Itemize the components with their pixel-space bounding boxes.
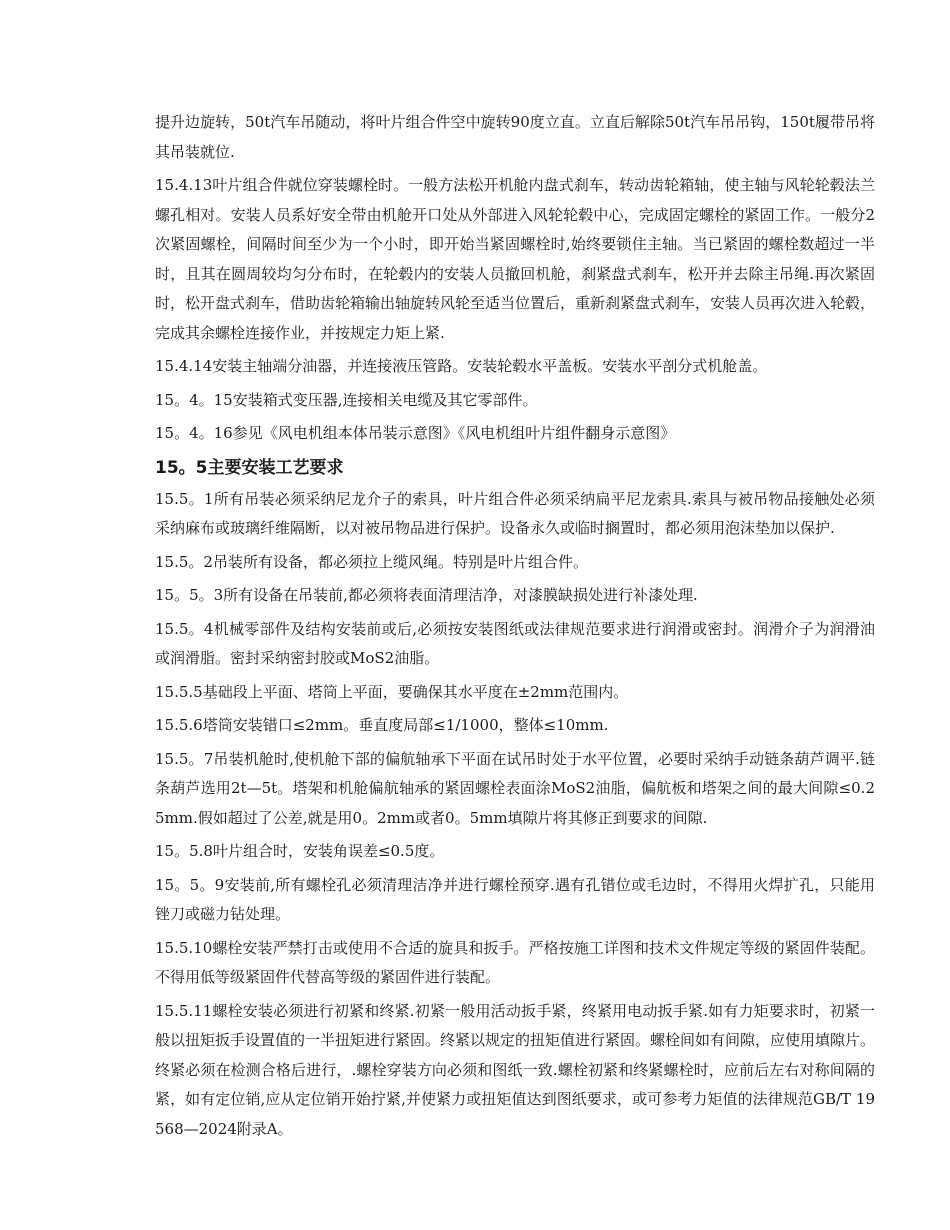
paragraph-15-5-7: 15.5。7吊装机舱时,使机舱下部的偏航轴承下平面在试吊时处于水平位置，必要时采纳手动链条葫芦调平.链条葫芦选用2t—5t。塔架和机舱偏航轴承的紧固螺栓表面涂MoS2油脂，偏航板和塔架之间的最大间隙≤0.25mm.假如超过了公差,就是用0。2mm或者0。5mm填隙片将其修正到要求的间隙. (155, 749, 875, 827)
paragraph-15-5-6: 15.5.6塔筒安装错口≤2mm。垂直度局部≤1/1000，整体≤10mm. (155, 716, 609, 734)
paragraph-15-4-13: 15.4.13叶片组合件就位穿装螺栓时。一般方法松开机舱内盘式刹车，转动齿轮箱轴，使主轴与风轮轮毂法兰螺孔相对。安装人员系好安全带由机舱开口处从外部进入风轮轮毂中心，完成固定螺栓的紧固工作。一般分2次紧固螺栓，间隔时间至少为一个小时，即开始当紧固螺栓时,始终要锁住主轴。当已紧固的螺栓数超过一半时，且其在圆周较均匀分布时，在轮毂内的安装人员撤回机舱，刹紧盘式刹车，松开并去除主吊绳.再次紧固时，松开盘式刹车，借助齿轮箱输出轴旋转风轮至适当位置后，重新刹紧盘式刹车，安装人员再次进入轮毂，完成其余螺栓连接作业，并按规定力矩上紧. (155, 176, 876, 342)
paragraph-15-5-5: 15.5.5基础段上平面、塔筒上平面，要确保其水平度在±2mm范围内。 (155, 682, 629, 701)
paragraph-15-5-10: 15.5.10螺栓安装严禁打击或使用不合适的旋具和扳手。严格按施工详图和技术文件规定等级的紧固件装配。不得用低等级紧固件代替高等级的紧固件进行装配。 (155, 938, 875, 986)
document-page (155, 108, 875, 1148)
paragraph-15-5-1: 15.5。1所有吊装必须采纳尼龙介子的索具，叶片组合件必须采纳扁平尼龙索具.索具与被吊物品接触处必须采纳麻布或玻璃纤维隔断，以对被吊物品进行保护。设备永久或临时搁置时，都必须用泡沫垫加以保护. (155, 489, 875, 537)
paragraph-15-5-9: 15。5。9安装前,所有螺栓孔必须清理洁净并进行螺栓预穿.遇有孔错位或毛边时，不得用火焊扩孔，只能用锉刀或磁力钻处理。 (155, 875, 875, 923)
paragraph-15-4-16: 15。4。16参见《风电机组本体吊装示意图》《风电机组叶片组件翻身示意图》 (155, 424, 676, 442)
paragraph-15-5-4: 15.5。4机械零部件及结构安装前或后,必须按安装图纸或法律规范要求进行润滑或密封。润滑介子为润滑油或润滑脂。密封采纳密封胶或MoS2油脂。 (155, 619, 875, 667)
paragraph-15-5-3: 15。5。3所有设备在吊装前,都必须将表面清理洁净，对漆膜缺损处进行补漆处理. (155, 586, 698, 604)
paragraph-15-4-14: 15.4.14安装主轴端分油器，并连接液压管路。安装轮毂水平盖板。安装水平剖分式机舱盖。 (155, 357, 768, 375)
paragraph-15-4-15: 15。4。15安装箱式变压器,连接相关电缆及其它零部件。 (155, 390, 538, 409)
paragraph-15-5-2: 15.5。2吊装所有设备，都必须拉上缆风绳。特别是叶片组合件。 (155, 552, 588, 571)
paragraph-15-5-8: 15。5.8叶片组合时，安装角误差≤0.5度。 (155, 842, 445, 860)
section-heading-15-5: 15。5主要安装工艺要求 (155, 457, 344, 478)
paragraph-15-5-11: 15.5.11螺栓安装必须进行初紧和终紧.初紧一般用活动扳手紧，终紧用电动扳手紧.如有力矩要求时，初紧一般以扭矩扳手设置值的一半扭矩进行紧固。终紧以规定的扭矩值进行紧固。螺栓间如有间隙，应使用填隙片。终紧必须在检测合格后进行，.螺栓穿装方向必须和图纸一致.螺栓初紧和终紧螺栓时，应前后左右对称间隔的紧，如有定位销,应从定位销开始拧紧,并使紧力或扭矩值达到图纸要求，或可参考力矩值的法律规范GB/T 19568—2024附录A。 (155, 1001, 876, 1138)
paragraph-lifting-rotation: 提升边旋转，50t汽车吊随动，将叶片组合件空中旋转90度立直。立直后解除50t汽车吊吊钩，150t履带吊将其吊装就位. (155, 113, 875, 161)
